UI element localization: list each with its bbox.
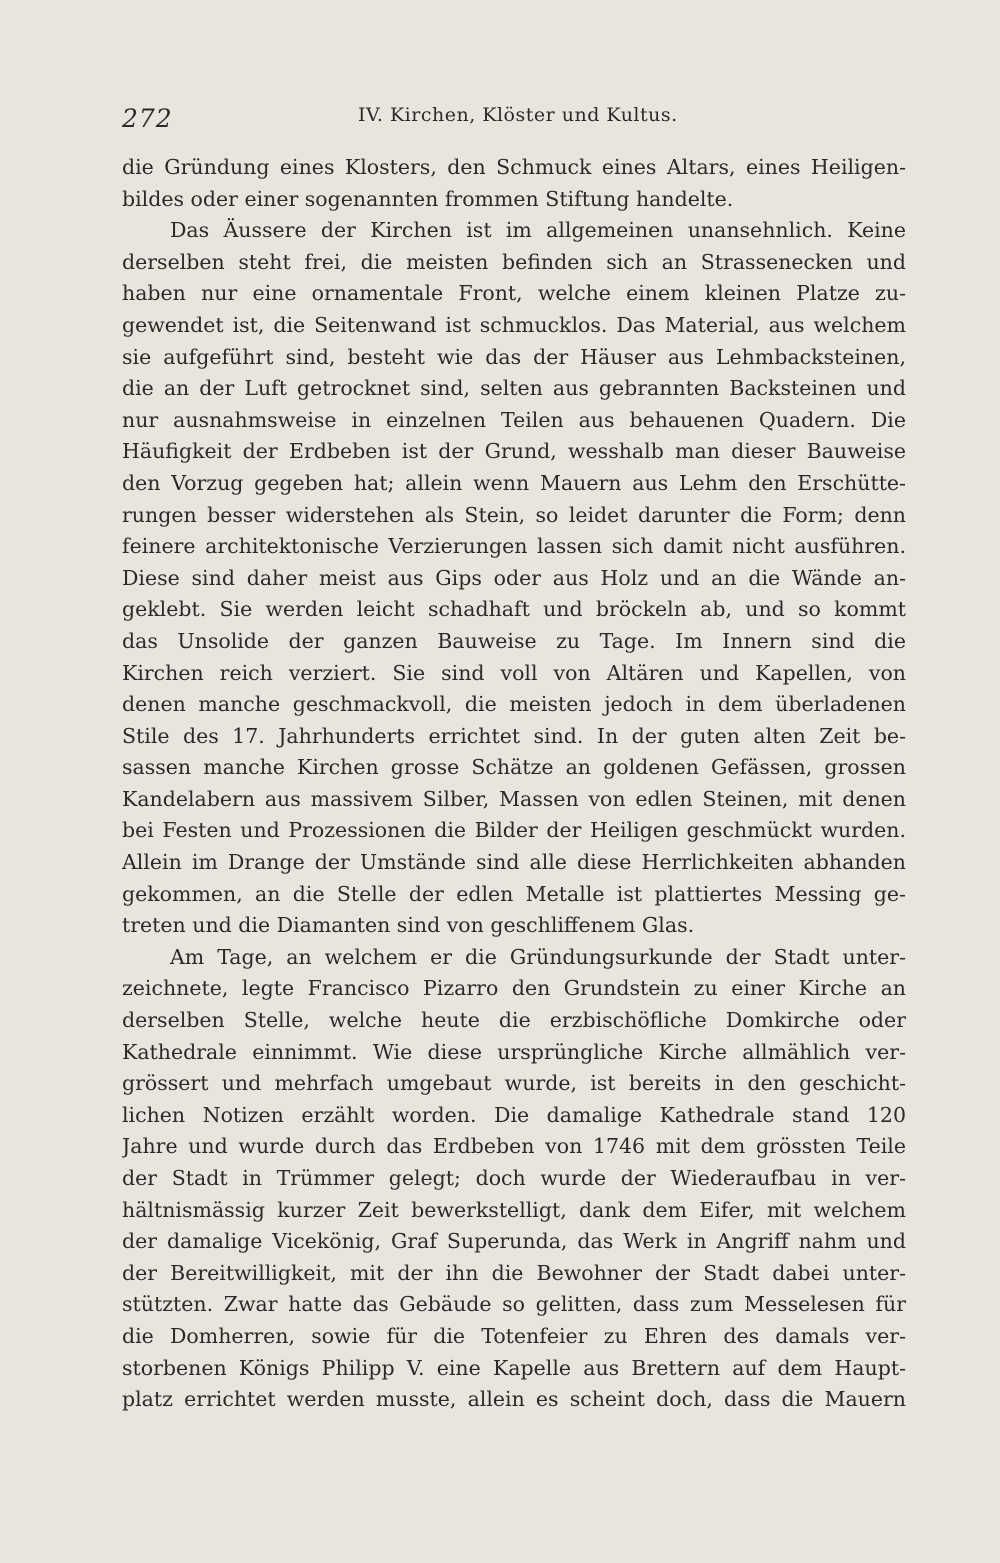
text-line: derselben steht frei, die meisten befinden sich an Strassenecken und — [122, 249, 906, 274]
text-line: der Stadt in Trümmer gelegt; doch wurde der Wiederaufbau in ver- — [122, 1166, 906, 1190]
text-line: lichen Notizen erzählt worden. Die damalige Kathedrale stand 120 — [122, 1102, 906, 1127]
text-line: der Bereitwilligkeit, mit der ihn die Bewohner der Stadt dabei unter- — [122, 1260, 906, 1285]
text-line: Am Tage, an welchem er die Gründungsurkunde der Stadt unter- — [170, 944, 906, 969]
text-line: zeichnete, legte Francisco Pizarro den Grundstein zu einer Kirche an — [122, 976, 906, 1001]
text-line: den Vorzug gegeben hat; allein wenn Mauern aus Lehm den Erschütte- — [122, 470, 906, 495]
text-line: grössert und mehrfach umgebaut wurde, ist bereits in den geschicht- — [122, 1071, 906, 1096]
text-line: rungen besser widerstehen als Stein, so leidet darunter die Form; denn — [122, 502, 906, 527]
text-line: geklebt. Sie werden leicht schadhaft und bröckeln ab, und so kommt — [122, 597, 906, 622]
text-line: haben nur eine ornamentale Front, welche einem kleinen Platze zu- — [122, 281, 906, 306]
page-number: 272 — [122, 104, 173, 133]
text-line: treten und die Diamanten sind von geschliffenem Glas. — [122, 913, 695, 938]
text-line: sassen manche Kirchen grosse Schätze an goldenen Gefässen, grossen — [122, 755, 906, 780]
body-text — [122, 152, 906, 1416]
text-line: denen manche geschmackvoll, die meisten jedoch in dem überladenen — [122, 692, 906, 717]
text-line: gewendet ist, die Seitenwand ist schmucklos. Das Material, aus welchem — [122, 312, 906, 337]
text-line: storbenen Königs Philipp V. eine Kapelle aus Brettern auf dem Haupt- — [122, 1355, 906, 1380]
text-line: Diese sind daher meist aus Gips oder aus Holz und an die Wände an- — [122, 565, 906, 590]
text-line: das Unsolide der ganzen Bauweise zu Tage. Im Innern sind die — [122, 628, 906, 653]
text-line: Allein im Drange der Umstände sind alle diese Herrlichkeiten abhanden — [122, 850, 906, 875]
text-line: hältnismässig kurzer Zeit bewerkstelligt, dank dem Eifer, mit welchem — [122, 1197, 906, 1222]
text-line: sie aufgeführt sind, besteht wie das der Häuser aus Lehmbacksteinen, — [122, 344, 906, 369]
chapter-title: IV. Kirchen, Klöster und Kultus. — [358, 104, 678, 126]
text-line: bildes oder einer sogenannten frommen Stiftung handelte. — [122, 186, 734, 211]
text-line: Kandelabern aus massivem Silber, Massen von edlen Steinen, mit denen — [122, 786, 906, 811]
text-line: nur ausnahmsweise in einzelnen Teilen aus behauenen Quadern. Die — [122, 407, 906, 432]
text-line: derselben Stelle, welche heute die erzbischöfliche Domkirche oder — [122, 1008, 906, 1033]
text-line: Kirchen reich verziert. Sie sind voll von Altären und Kapellen, von — [122, 660, 906, 685]
text-line: Stile des 17. Jahrhunderts errichtet sind. In der guten alten Zeit be- — [122, 723, 906, 748]
text-line: bei Festen und Prozessionen die Bilder der Heiligen geschmückt wurden. — [122, 818, 906, 843]
text-line: die an der Luft getrocknet sind, selten aus gebrannten Backsteinen und — [122, 376, 906, 401]
text-line: stützten. Zwar hatte das Gebäude so gelitten, dass zum Messelesen für — [122, 1292, 906, 1317]
text-line: Jahre und wurde durch das Erdbeben von 1746 mit dem grössten Teile — [122, 1134, 906, 1159]
text-line: der damalige Vicekönig, Graf Superunda, das Werk in Angriff nahm und — [122, 1229, 906, 1254]
text-line: feinere architektonische Verzierungen lassen sich damit nicht ausführen. — [122, 534, 906, 559]
text-line: die Domherren, sowie für die Totenfeier zu Ehren des damals ver- — [122, 1323, 906, 1348]
text-line: Kathedrale einnimmt. Wie diese ursprüngliche Kirche allmählich ver- — [122, 1039, 906, 1064]
running-head — [122, 100, 905, 140]
text-line: Das Äussere der Kirchen ist im allgemeinen unansehnlich. Keine — [170, 218, 906, 243]
text-line: platz errichtet werden musste, allein es scheint doch, dass die Mauern — [122, 1387, 906, 1412]
text-line: die Gründung eines Klosters, den Schmuck eines Altars, eines Heiligen- — [122, 155, 906, 179]
text-line: Häufigkeit der Erdbeben ist der Grund, wesshalb man dieser Bauweise — [122, 439, 906, 464]
text-line: gekommen, an die Stelle der edlen Metalle ist plattiertes Messing ge- — [122, 881, 906, 906]
